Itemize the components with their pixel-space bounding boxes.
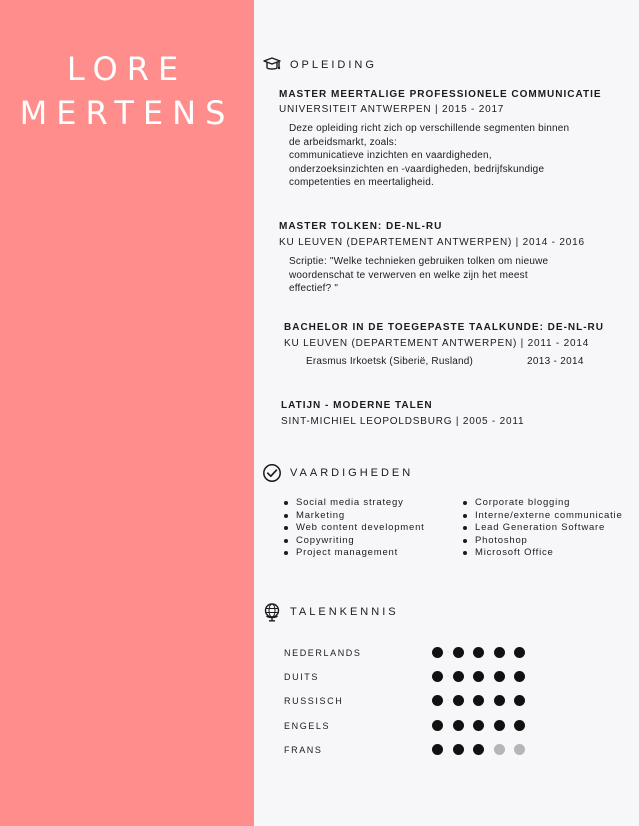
language-level <box>432 671 535 682</box>
level-dot-empty <box>494 744 505 755</box>
level-dot-filled <box>494 720 505 731</box>
degree-title: BACHELOR IN DE TOEGEPASTE TAALKUNDE: DE-NL-RU <box>284 322 604 333</box>
level-dot-filled <box>473 647 484 658</box>
institution: KU LEUVEN (DEPARTEMENT ANTWERPEN) | 2011 - 2014 <box>284 338 590 349</box>
graduation-cap-icon <box>262 55 282 75</box>
level-dot-filled <box>514 695 525 706</box>
level-dot-filled <box>453 671 464 682</box>
skill-item: Microsoft Office <box>463 547 623 560</box>
level-dot-filled <box>453 647 464 658</box>
skill-item: Interne/externe communicatie <box>463 510 623 523</box>
description-line: Scriptie: "Welke technieken gebruiken tolken om nieuwe <box>289 256 549 267</box>
description-line: onderzoeksinzichten en -vaardigheden, bedrijfskundige <box>289 163 545 175</box>
skill-item: Project management <box>284 547 425 560</box>
degree-description <box>289 255 548 296</box>
level-dot-filled <box>494 695 505 706</box>
level-dot-filled <box>432 671 443 682</box>
education-title: OPLEIDING <box>290 59 377 71</box>
level-dot-filled <box>453 720 464 731</box>
degree-description <box>289 122 569 190</box>
level-dot-filled <box>473 720 484 731</box>
skill-item: Web content development <box>284 522 425 535</box>
description-line: communicatieve inzichten en vaardigheden, <box>289 150 492 161</box>
skill-item: Social media strategy <box>284 497 425 510</box>
level-dot-filled <box>432 744 443 755</box>
level-dot-filled <box>453 695 464 706</box>
language-row <box>284 671 544 685</box>
education-header <box>262 54 377 76</box>
level-dot-filled <box>494 647 505 658</box>
description-line: woordenschat te verwerven en welke zijn het meest <box>289 269 528 281</box>
language-name: NEDERLANDS <box>284 648 362 658</box>
language-name: ENGELS <box>284 721 331 731</box>
level-dot-filled <box>432 695 443 706</box>
skill-item: Photoshop <box>463 535 623 548</box>
institution: SINT-MICHIEL LEOPOLDSBURG | 2005 - 2011 <box>281 416 525 427</box>
language-level <box>432 744 535 755</box>
level-dot-filled <box>514 671 525 682</box>
languages-header <box>262 601 399 623</box>
skill-item: Lead Generation Software <box>463 522 623 535</box>
degree-title: MASTER TOLKEN: DE-NL-RU <box>279 221 443 232</box>
name-last: MERTENS <box>19 94 235 132</box>
description-line: de arbeidsmarkt, zoals: <box>289 136 397 148</box>
language-row <box>284 647 544 661</box>
level-dot-filled <box>432 647 443 658</box>
level-dot-empty <box>514 744 525 755</box>
level-dot-filled <box>514 720 525 731</box>
language-row <box>284 695 544 709</box>
level-dot-filled <box>473 671 484 682</box>
language-level <box>432 647 535 658</box>
level-dot-filled <box>453 744 464 755</box>
description-line: Deze opleiding richt zich op verschillende segmenten binnen <box>289 123 570 134</box>
language-row <box>284 744 544 758</box>
institution: KU LEUVEN (DEPARTEMENT ANTWERPEN) | 2014 - 2016 <box>279 237 585 248</box>
skills-list-left <box>284 497 425 560</box>
skills-list-right <box>463 497 623 560</box>
level-dot-filled <box>494 671 505 682</box>
skill-item: Corporate blogging <box>463 497 623 510</box>
skill-item: Marketing <box>284 510 425 523</box>
skills-title: VAARDIGHEDEN <box>290 467 414 479</box>
degree-title: MASTER MEERTALIGE PROFESSIONELE COMMUNICATIE <box>279 89 602 100</box>
description-line: competenties en meertaligheid. <box>289 177 434 188</box>
language-name: FRANS <box>284 745 323 755</box>
degree-title: LATIJN - MODERNE TALEN <box>281 400 433 411</box>
name-first: LORE <box>66 50 188 88</box>
institution: UNIVERSITEIT ANTWERPEN | 2015 - 2017 <box>279 104 505 115</box>
globe-icon <box>262 602 282 622</box>
skills-header <box>262 462 413 484</box>
skill-item: Copywriting <box>284 535 425 548</box>
language-name: DUITS <box>284 672 319 682</box>
check-circle-icon <box>262 463 282 483</box>
language-name: RUSSISCH <box>284 696 344 706</box>
languages-title: TALENKENNIS <box>290 606 399 618</box>
level-dot-filled <box>473 695 484 706</box>
language-level <box>432 720 535 731</box>
level-dot-filled <box>473 744 484 755</box>
sidebar <box>0 0 254 826</box>
language-row <box>284 720 544 734</box>
level-dot-filled <box>432 720 443 731</box>
erasmus-years: 2013 - 2014 <box>527 356 584 367</box>
language-level <box>432 695 535 706</box>
level-dot-filled <box>514 647 525 658</box>
description-line: effectief? " <box>289 283 339 294</box>
erasmus-label: Erasmus Irkoetsk (Siberië, Rusland) <box>306 356 474 367</box>
